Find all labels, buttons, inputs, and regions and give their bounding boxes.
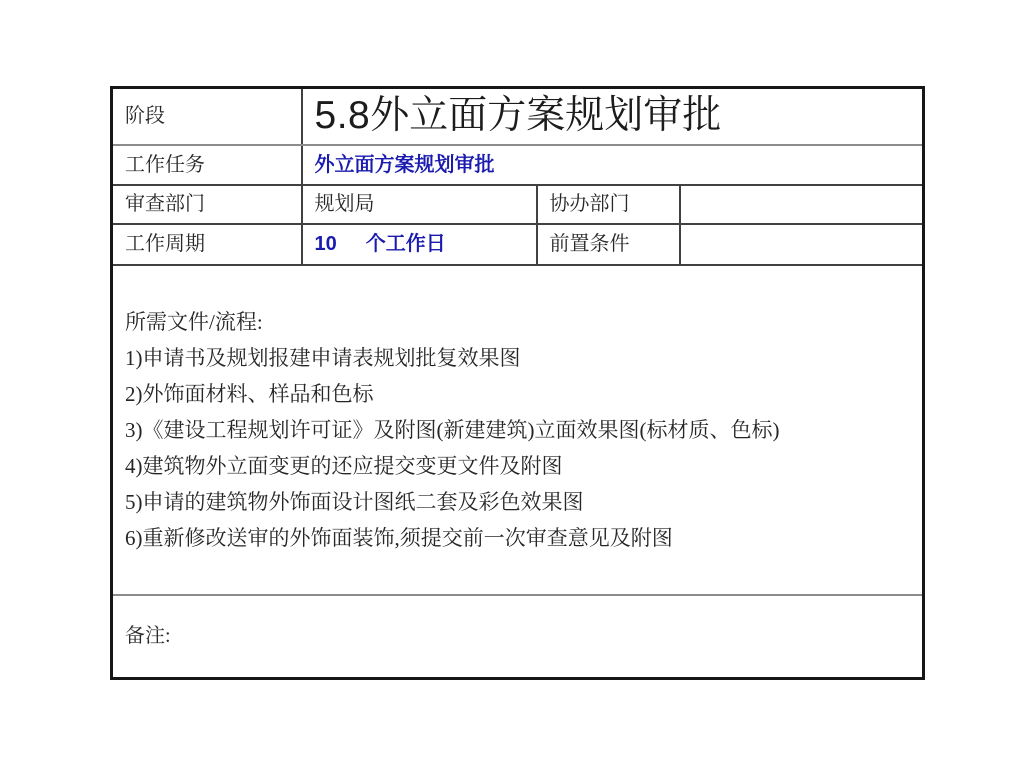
document-item: 2)外饰面材料、样品和色标 [125,381,374,406]
remark-label-cell [112,595,924,679]
period-value-number: 10 [314,233,337,255]
review-dept-value: 规划局 [302,185,537,224]
stage-row [112,88,924,145]
co-dept-label: 协办部门 [537,185,680,224]
task-value-cell [302,145,924,185]
precondition-value-cell [680,224,924,265]
remark-row [112,595,924,679]
task-value: 外立面方案规划审批 [314,153,495,176]
period-value-cell [302,224,537,265]
task-label: 工作任务 [112,145,302,185]
remark-label: 备注: [125,625,171,648]
period-row [112,224,924,265]
stage-title-cell [302,88,924,145]
review-row [112,185,924,224]
stage-number: 5.8 [314,94,371,138]
document-item: 1)申请书及规划报建申请表规划批复效果图 [125,345,521,370]
period-label: 工作周期 [112,224,302,265]
document-item: 5)申请的建筑物外饰面设计图纸二套及彩色效果图 [125,489,584,514]
task-row [112,145,924,185]
documents-row [112,265,924,595]
stage-title-text: 外立面方案规划审批 [370,94,722,138]
document-item: 3)《建设工程规划许可证》及附图(新建建筑)立面效果图(标材质、色标) [125,417,780,442]
precondition-label: 前置条件 [537,224,680,265]
process-approval-form [110,86,925,680]
documents-cell [112,265,924,595]
co-dept-value-cell [680,185,924,224]
document-item: 4)建筑物外立面变更的还应提交变更文件及附图 [125,453,563,478]
page-title [315,91,915,141]
period-value-unit: 个工作日 [365,233,446,255]
document-item: 6)重新修改送审的外饰面装饰,须提交前一次审查意见及附图 [125,525,673,550]
stage-label: 阶段 [112,88,302,145]
review-dept-label: 审查部门 [112,185,302,224]
documents-header: 所需文件/流程: [125,309,263,334]
